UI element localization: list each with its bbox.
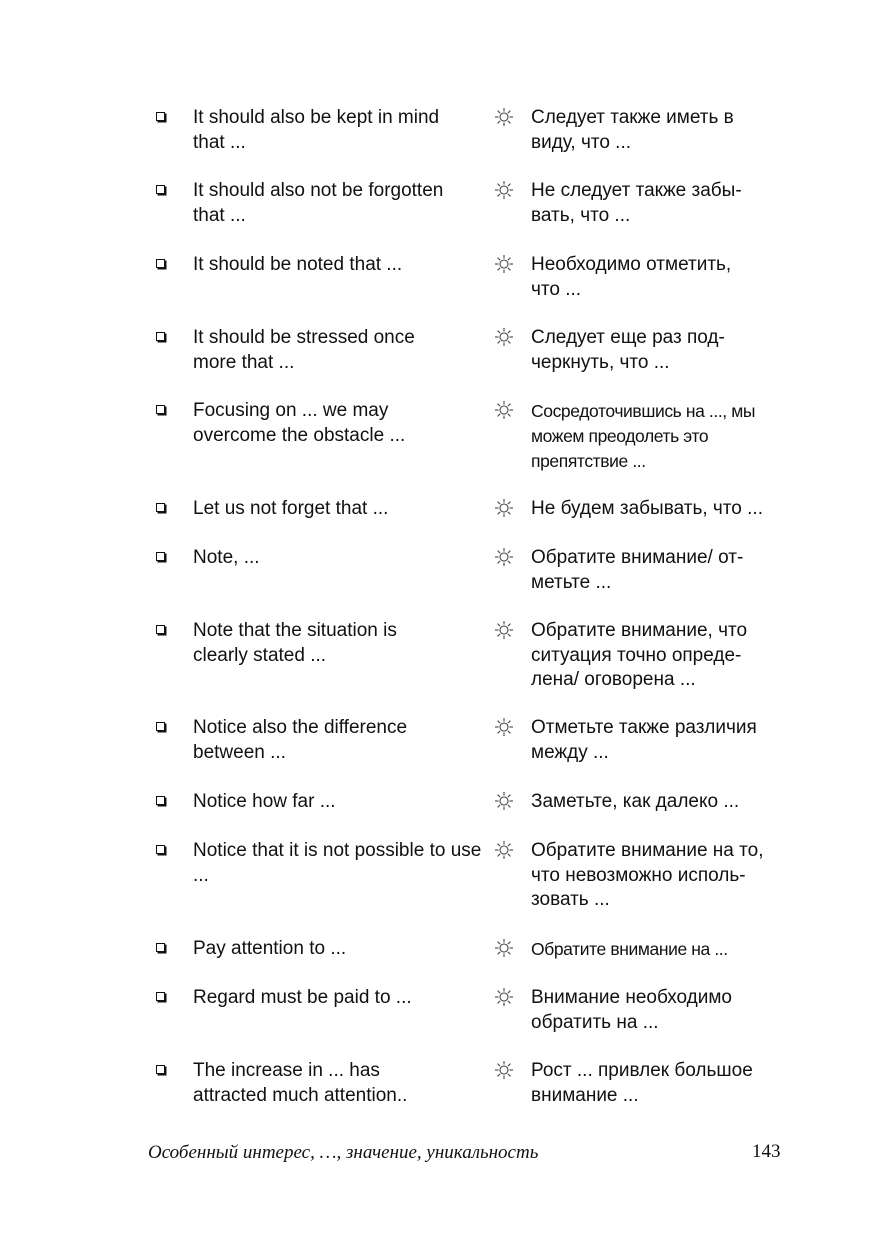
english-phrase: It should be stressed once more that ... [193,327,415,373]
sun-icon [494,400,514,420]
russian-phrase: Обратите внимание на ... [531,939,728,959]
english-phrase: Notice also the difference between ... [193,717,408,763]
english-phrase: Let us not forget that ... [193,498,389,519]
sun-icon [494,1060,514,1080]
english-phrase: It should also not be forgotten that ... [193,180,444,226]
russian-phrase: Следует еще раз под-черкнуть, что ... [531,327,725,373]
sun-icon [494,254,514,274]
square-bullet-icon [156,1065,165,1074]
english-phrase: Note that the situation is clearly stated ... [193,620,397,666]
footer-title: Особенный интерес, …, значение, уникальность [148,1142,539,1163]
russian-phrase: Заметьте, как далеко ... [531,791,740,812]
russian-phrase: Необходимо отметить, что ... [531,254,732,300]
square-bullet-icon [156,405,165,414]
russian-phrase: Не следует также забы-вать, что ... [531,180,742,226]
square-bullet-icon [156,185,165,194]
russian-phrase: Сосредоточившись на ..., мы можем преодолеть это препятствие ... [531,401,756,471]
square-bullet-icon [156,625,165,634]
english-phrase: It should be noted that ... [193,254,403,275]
sun-icon [494,180,514,200]
sun-icon [494,938,514,958]
english-phrase: Notice that it is not possible to use ... [193,840,482,886]
english-phrase: Note, ... [193,547,260,568]
english-phrase: It should also be kept in mind that ... [193,107,440,153]
sun-icon [494,791,514,811]
english-phrase: Focusing on ... we may overcome the obstacle ... [193,400,406,446]
russian-phrase: Рост ... привлек большое внимание ... [531,1060,753,1106]
english-phrase: Pay attention to ... [193,938,347,959]
square-bullet-icon [156,112,165,121]
square-bullet-icon [156,332,165,341]
sun-icon [494,107,514,127]
square-bullet-icon [156,722,165,731]
square-bullet-icon [156,552,165,561]
russian-phrase: Следует также иметь в виду, что ... [531,107,734,153]
russian-phrase: Внимание необходимо обратить на ... [531,987,733,1033]
russian-phrase: Не будем забывать, что ... [531,498,763,519]
english-phrase: The increase in ... has attracted much attention.. [193,1060,408,1106]
square-bullet-icon [156,259,165,268]
square-bullet-icon [156,796,165,805]
english-phrase: Regard must be paid to ... [193,987,412,1008]
sun-icon [494,987,514,1007]
square-bullet-icon [156,845,165,854]
sun-icon [494,620,514,640]
sun-icon [494,327,514,347]
sun-icon [494,717,514,737]
sun-icon [494,547,514,567]
page-number: 143 [752,1141,781,1162]
square-bullet-icon [156,503,165,512]
square-bullet-icon [156,992,165,1001]
russian-phrase: Обратите внимание, что ситуация точно опреде-лена/ оговорена ... [531,620,748,690]
russian-phrase: Отметьте также различия между ... [531,717,757,763]
square-bullet-icon [156,943,165,952]
sun-icon [494,840,514,860]
russian-phrase: Обратите внимание на то, что невозможно исполь-зовать ... [531,840,764,910]
sun-icon [494,498,514,518]
english-phrase: Notice how far ... [193,791,336,812]
russian-phrase: Обратите внимание/ от-метьте ... [531,547,744,593]
